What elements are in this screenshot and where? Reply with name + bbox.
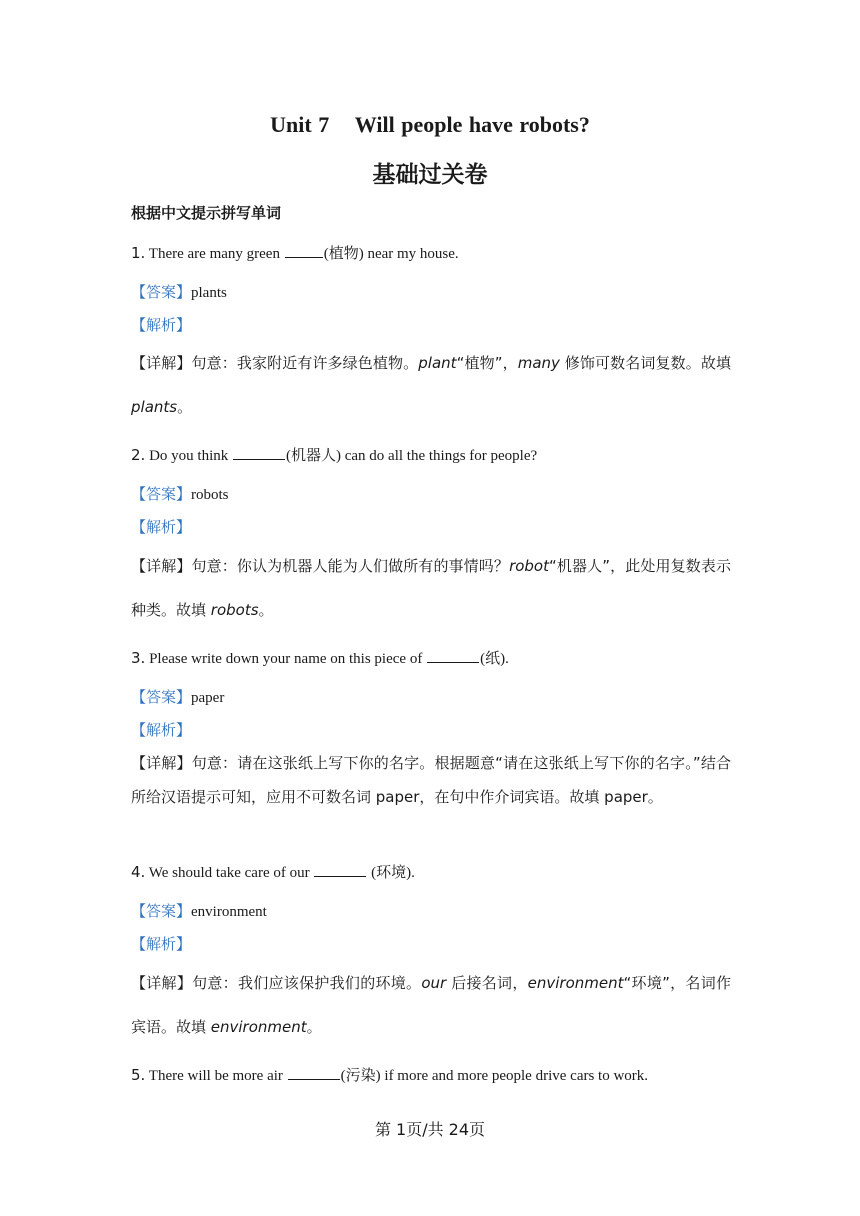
answer-line-2: 【答案】robots (131, 485, 229, 503)
section-heading: 根据中文提示拼写单词 (131, 204, 282, 222)
analysis-line-2: 【解析】 (131, 518, 192, 536)
question-3: 3. Please write down your name on this piece of (纸). (131, 649, 509, 667)
page-title: Unit 7 Will people have robots? (270, 112, 590, 137)
answer-line-4: 【答案】environment (131, 902, 267, 920)
detail-3: 【详解】句意：请在这张纸上写下你的名字。根据题意“请在这张纸上写下你的名字。”结合所给汉语提示可知，应用不可数名词 paper，在句中作介词宾语。故填 paper。 (131, 754, 731, 806)
answer-blank (427, 649, 479, 663)
analysis-line-3: 【解析】 (131, 721, 192, 739)
answer-blank (233, 446, 285, 460)
question-2: 2. Do you think (机器人) can do all the things for people? (131, 446, 538, 464)
analysis-line-1: 【解析】 (131, 316, 192, 334)
answer-blank (285, 244, 323, 258)
analysis-line-4: 【解析】 (131, 935, 192, 953)
question-4: 4. We should take care of our (环境). (131, 863, 415, 881)
answer-blank (314, 863, 366, 877)
detail-2: 【详解】句意：你认为机器人能为人们做所有的事情吗？robot“机器人”，此处用复数表示种类。故填 robots。 (131, 557, 731, 619)
page-subtitle: 基础过关卷 (372, 162, 488, 188)
answer-line-1: 【答案】plants (131, 283, 227, 301)
question-5: 5. There will be more air (污染) if more and more people drive cars to work. (131, 1066, 649, 1084)
detail-4: 【详解】句意：我们应该保护我们的环境。our 后接名词，environment“环境”，名词作宾语。故填 environment。 (131, 974, 731, 1036)
answer-blank (288, 1066, 340, 1080)
detail-1: 【详解】句意：我家附近有许多绿色植物。plant“植物”，many 修饰可数名词复数。故填 plants。 (131, 354, 731, 416)
page-footer: 第 1页/共 24页 (374, 1120, 486, 1139)
question-1: 1. There are many green (植物) near my house. (131, 244, 459, 262)
answer-line-3: 【答案】paper (131, 688, 225, 706)
